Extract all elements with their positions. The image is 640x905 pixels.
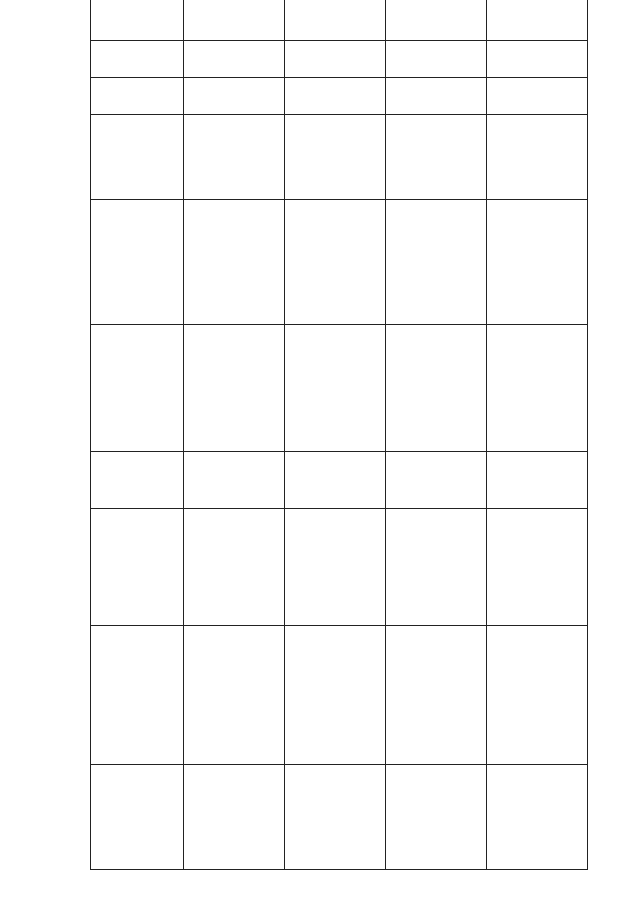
- cell-empty: [285, 41, 386, 78]
- cell-head-c5: [91, 325, 184, 452]
- textbook-table: [90, 0, 588, 870]
- cell-head-c6: [91, 200, 184, 325]
- cell-head-c3: [91, 509, 184, 626]
- cell-author: [285, 509, 386, 626]
- cell-head-c8: [91, 78, 184, 115]
- cell-empty: [386, 41, 487, 78]
- table-row: [386, 0, 487, 870]
- cell-code: [285, 765, 386, 870]
- cell-publisher: [184, 325, 285, 452]
- cell-author: [386, 509, 487, 626]
- cell-publisher: [487, 325, 588, 452]
- cell-empty: [285, 78, 386, 115]
- cell-head-c9: [91, 41, 184, 78]
- cell-language: [184, 115, 285, 200]
- cell-empty: [184, 78, 285, 115]
- table-row: [184, 0, 285, 870]
- cell-code: [487, 765, 588, 870]
- table-row-header: [91, 0, 184, 870]
- rotated-table-container: [90, 30, 620, 870]
- cell-head-c4: [91, 452, 184, 509]
- cell-code: [184, 765, 285, 870]
- cell-title: [487, 626, 588, 765]
- cell-grade: [184, 452, 285, 509]
- cell-publisher2: [487, 200, 588, 325]
- cell-code: [386, 765, 487, 870]
- cell-empty: [487, 41, 588, 78]
- cell-language: [386, 115, 487, 200]
- table-row: [487, 0, 588, 870]
- cell-order: [386, 0, 487, 41]
- cell-title: [184, 626, 285, 765]
- table-row: [285, 0, 386, 870]
- cell-head-c7: [91, 115, 184, 200]
- cell-grade: [487, 452, 588, 509]
- cell-empty: [386, 78, 487, 115]
- cell-order: [487, 0, 588, 41]
- cell-publisher: [386, 325, 487, 452]
- cell-publisher: [285, 325, 386, 452]
- cell-title: [386, 626, 487, 765]
- cell-empty: [487, 78, 588, 115]
- cell-head-c1: [91, 765, 184, 870]
- cell-head-c10: [91, 0, 184, 41]
- cell-grade: [386, 452, 487, 509]
- cell-grade: [285, 452, 386, 509]
- cell-title: [285, 626, 386, 765]
- cell-order: [285, 0, 386, 41]
- cell-empty: [184, 41, 285, 78]
- cell-publisher2: [285, 200, 386, 325]
- cell-author: [184, 509, 285, 626]
- cell-publisher2: [386, 200, 487, 325]
- cell-language: [285, 115, 386, 200]
- cell-publisher2: [184, 200, 285, 325]
- cell-author: [487, 509, 588, 626]
- cell-head-c2: [91, 626, 184, 765]
- cell-order: [184, 0, 285, 41]
- cell-language: [487, 115, 588, 200]
